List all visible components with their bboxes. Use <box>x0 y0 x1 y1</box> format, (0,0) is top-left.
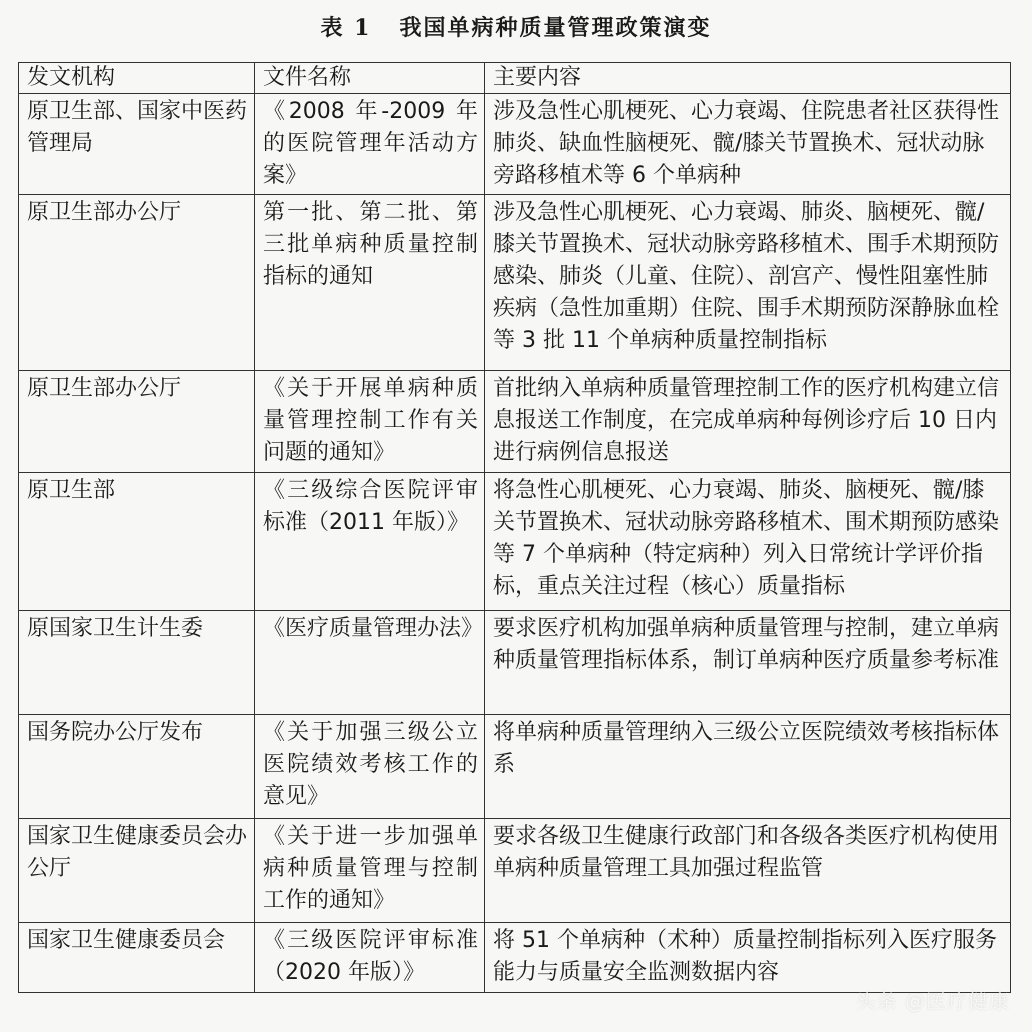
table-title-text: 我国单病种质量管理政策演变 <box>399 15 712 41</box>
cell-document: 第一批、第二批、第三批单病种质量控制指标的通知 <box>255 195 485 371</box>
cell-document: 《关于开展单病种质量管理控制工作有关问题的通知》 <box>255 371 485 473</box>
table-number: 表 1 <box>320 15 372 41</box>
cell-issuer: 原卫生部 <box>19 473 255 611</box>
cell-content: 要求各级卫生健康行政部门和各级各类医疗机构使用单病种质量管理工具加强过程监管 <box>485 819 1011 923</box>
table-row <box>19 94 1011 195</box>
cell-content: 将单病种质量管理纳入三级公立医院绩效考核指标体系 <box>485 715 1011 819</box>
policy-table <box>18 62 1011 993</box>
table-row <box>19 611 1011 715</box>
table-row <box>19 195 1011 371</box>
header-document: 文件名称 <box>255 63 485 94</box>
cell-issuer: 原国家卫生计生委 <box>19 611 255 715</box>
watermark: 头条 @医疗健康 <box>855 989 1010 1013</box>
cell-content: 要求医疗机构加强单病种质量管理与控制，建立单病种质量管理指标体系，制订单病种医疗质量参考标准 <box>485 611 1011 715</box>
cell-issuer: 原卫生部、国家中医药管理局 <box>19 94 255 195</box>
table-row <box>19 715 1011 819</box>
cell-document: 《关于进一步加强单病种质量管理与控制工作的通知》 <box>255 819 485 923</box>
header-content: 主要内容 <box>485 63 1011 94</box>
cell-content: 涉及急性心肌梗死、心力衰竭、住院患者社区获得性肺炎、缺血性脑梗死、髋/膝关节置换术、冠状动脉旁路移植术等 6 个单病种 <box>485 94 1011 195</box>
cell-issuer: 原卫生部办公厅 <box>19 195 255 371</box>
table-header-row <box>19 63 1011 94</box>
cell-document: 《三级医院评审标准（2020 年版）》 <box>255 923 485 993</box>
cell-document: 《关于加强三级公立医院绩效考核工作的意见》 <box>255 715 485 819</box>
cell-issuer: 国家卫生健康委员会 <box>19 923 255 993</box>
cell-issuer: 国家卫生健康委员会办公厅 <box>19 819 255 923</box>
cell-document: 《三级综合医院评审标准（2011 年版）》 <box>255 473 485 611</box>
table-title <box>0 12 1032 44</box>
table-row <box>19 819 1011 923</box>
cell-document: 《医疗质量管理办法》 <box>255 611 485 715</box>
cell-content: 将 51 个单病种（术种）质量控制指标列入医疗服务能力与质量安全监测数据内容 <box>485 923 1011 993</box>
table-row <box>19 923 1011 993</box>
cell-content: 将急性心肌梗死、心力衰竭、肺炎、脑梗死、髋/膝关节置换术、冠状动脉旁路移植术、围术期预防感染等 7 个单病种（特定病种）列入日常统计学评价指标，重点关注过程（核心）质量指标 <box>485 473 1011 611</box>
cell-issuer: 国务院办公厅发布 <box>19 715 255 819</box>
table-row <box>19 473 1011 611</box>
cell-content: 首批纳入单病种质量管理控制工作的医疗机构建立信息报送工作制度，在完成单病种每例诊疗后 10 日内进行病例信息报送 <box>485 371 1011 473</box>
header-issuer: 发文机构 <box>19 63 255 94</box>
cell-content: 涉及急性心肌梗死、心力衰竭、肺炎、脑梗死、髋/膝关节置换术、冠状动脉旁路移植术、围手术期预防感染、肺炎（儿童、住院）、剖宫产、慢性阻塞性肺疾病（急性加重期）住院、围手术期预防深静脉血栓等 3 批 11 个单病种质量控制指标 <box>485 195 1011 371</box>
cell-document: 《2008 年-2009 年的医院管理年活动方案》 <box>255 94 485 195</box>
cell-issuer: 原卫生部办公厅 <box>19 371 255 473</box>
table-row <box>19 371 1011 473</box>
